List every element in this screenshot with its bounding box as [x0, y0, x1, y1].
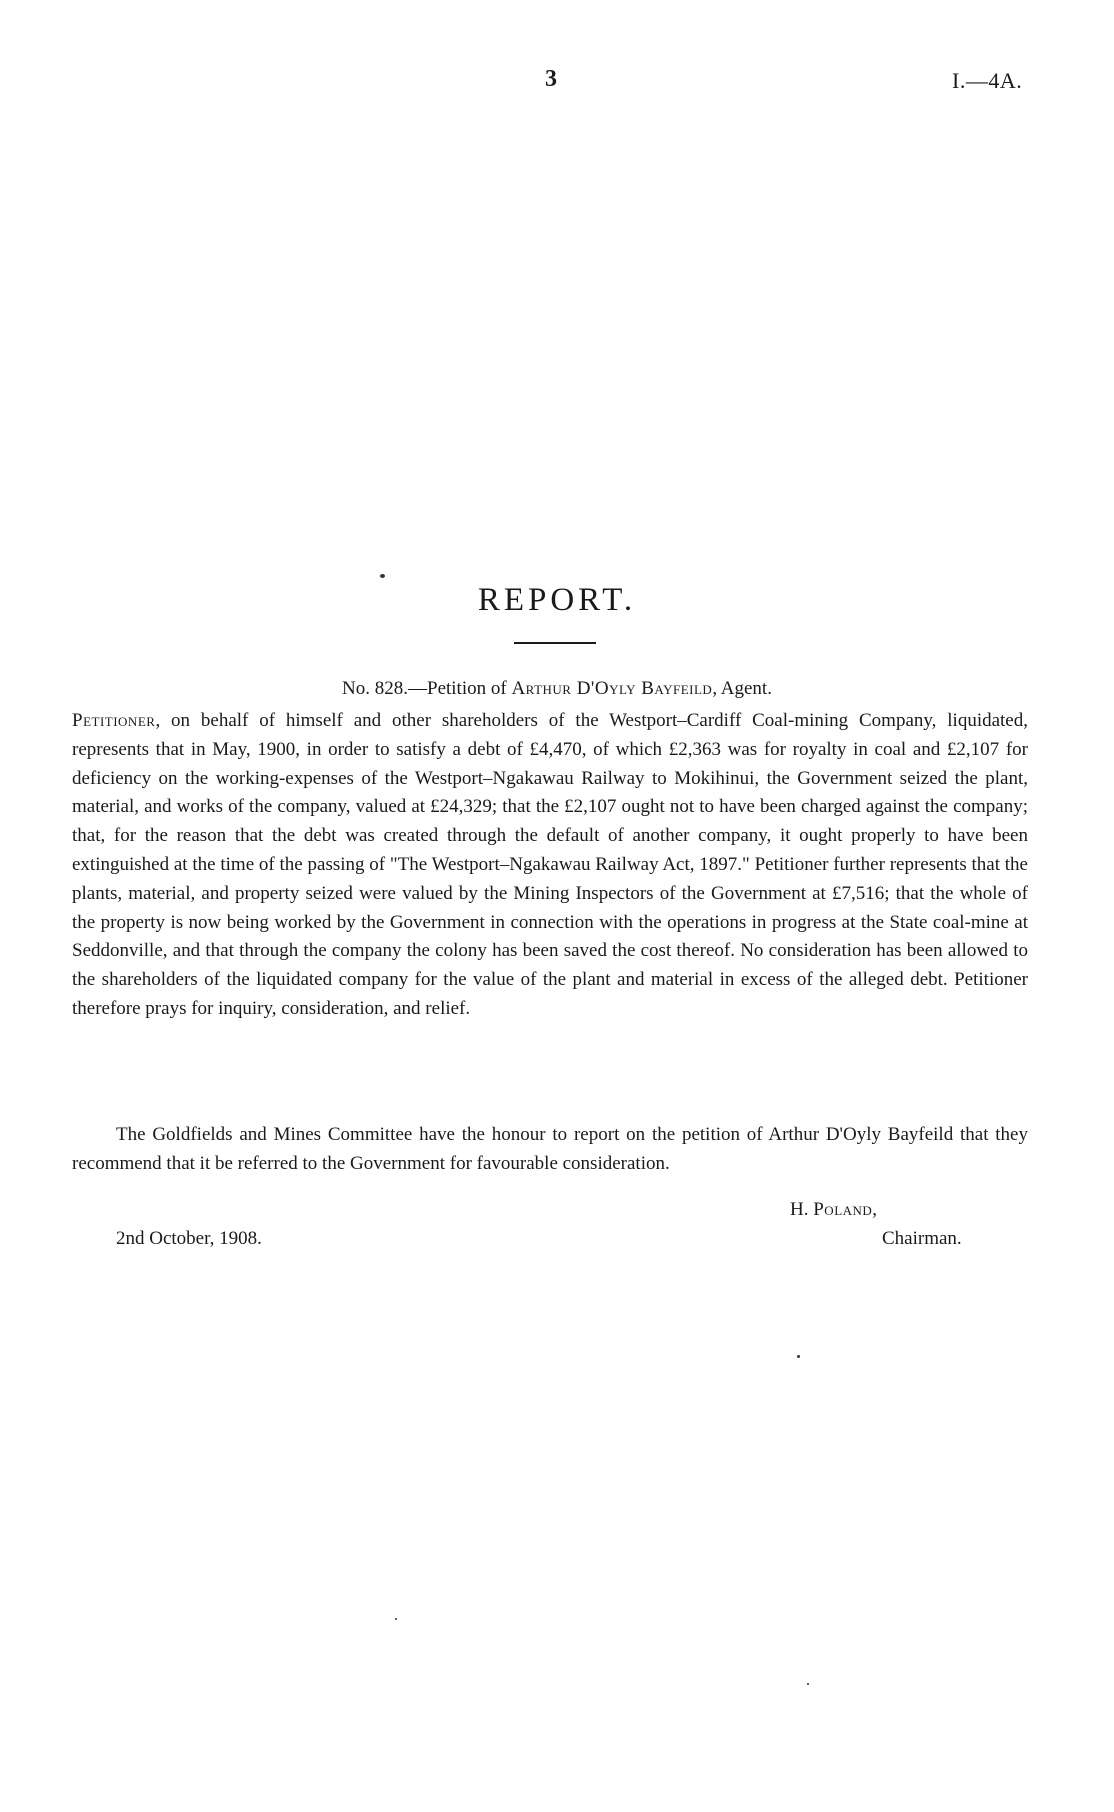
committee-recommendation: The Goldfields and Mines Committee have the honour to report on the petition of Arthur D'Oyly Bayfeild that they recommend that it be referred to the Government for favourable consideration.	[72, 1124, 1028, 1174]
report-date: 2nd October, 1908.	[116, 1228, 262, 1249]
signatory-initial: H.	[790, 1199, 814, 1220]
page-number: 3	[545, 66, 557, 92]
scan-speck	[395, 1618, 397, 1620]
scan-speck	[797, 1355, 800, 1358]
petition-heading-suffix: , Agent.	[712, 678, 772, 699]
signatory-name: Poland	[813, 1199, 873, 1220]
scan-speck	[807, 1683, 809, 1685]
scan-speck	[380, 574, 385, 578]
petition-lead-word: Petitioner	[72, 710, 156, 731]
signature-block	[790, 1199, 877, 1221]
report-title: REPORT.	[477, 582, 637, 618]
document-reference: I.—4A.	[952, 68, 1023, 93]
signatory-suffix: ,	[872, 1199, 878, 1220]
title-rule	[514, 642, 596, 644]
petition-heading-prefix: No. 828.—Petition of	[342, 678, 512, 699]
petitioner-name: Arthur D'Oyly Bayfeild	[511, 678, 713, 699]
petition-heading	[0, 678, 1114, 700]
signatory-title: Chairman.	[882, 1228, 962, 1249]
petition-paragraph	[72, 707, 1028, 1024]
petition-body-text: , on behalf of himself and other shareholders of the Westport–Cardiff Coal-mining Company, liquidated, represents that in May, 1900, in order to satisfy a debt of £4,470, of which £2,363 was for royalty in coal and £2,107 for deficiency on the working-expenses of the Westport–Ngakawau Railway to Mokihinui, the Government seized the plant, material, and works of the company, valued at £24,329; that the £2,107 ought not to have been charged against the company; that, for the reason that the debt was created through the default of another company, it ought properly to have been extinguished at the time of the passing of "The Westport–Ngakawau Railway Act, 1897." Petitioner further represents that the plants, material, and property seized were valued by the Mining Inspectors of the Government at £7,516; that the whole of the property is now being worked by the Government in connection with the operations in progress at the State coal-mine at Seddonville, and that through the company the colony has been saved the cost thereof. No consideration has been allowed to the shareholders of the liquidated company for the value of the plant and material in excess of the alleged debt. Petitioner therefore prays for inquiry, consideration, and relief.	[72, 710, 1028, 1019]
